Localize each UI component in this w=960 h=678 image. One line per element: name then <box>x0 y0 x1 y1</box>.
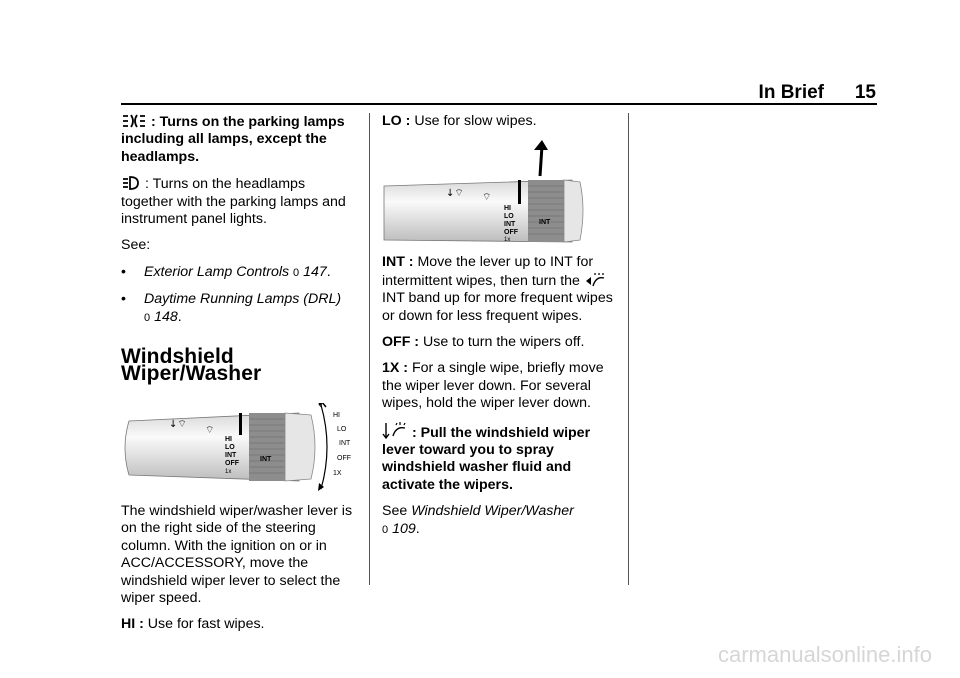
lo-paragraph <box>382 113 618 130</box>
position-int-label: INT <box>339 439 351 447</box>
section-heading: Windshield Wiper/Washer <box>121 345 262 386</box>
band-lo-label: LO <box>225 443 235 451</box>
band-1x-label: 1x <box>225 468 232 475</box>
bullet-exterior-lamp-controls <box>121 264 357 282</box>
see-prefix: See <box>382 503 412 520</box>
off-label: OFF : <box>382 334 420 351</box>
band-int-label: INT <box>504 221 516 229</box>
headlamps-paragraph <box>121 175 357 228</box>
ring-int-label: INT <box>539 219 551 227</box>
lo-label: LO : <box>382 113 411 129</box>
watermark: carmanualsonline.info <box>717 642 932 667</box>
position-off-label: OFF <box>337 454 351 462</box>
page-ref-arrow: 0 <box>144 311 151 324</box>
band-hi-label: HI <box>225 435 232 443</box>
bullet-dot: • <box>121 291 126 308</box>
band-hi-label: HI <box>504 205 511 213</box>
ring-int-label: INT <box>260 455 272 463</box>
lo-text: Use for slow wipes. <box>410 113 537 129</box>
bullet-daytime-running-lamps <box>121 291 357 327</box>
onex-text: For a single wipe, briefly move the wiper lever down. For several wipes, hold the wiper lever down. <box>382 360 604 412</box>
column-1 <box>121 113 357 643</box>
section-title: In Brief <box>758 82 824 103</box>
int-text-b: INT band up for more frequent wipes or down for less frequent wipes. <box>382 290 613 324</box>
onex-paragraph <box>382 360 618 412</box>
column-divider-1 <box>369 113 370 585</box>
svg-text:↓⌔: ↓⌔ <box>446 188 464 200</box>
hi-text: Use for fast wipes. <box>143 616 265 633</box>
see-label: See: <box>121 237 151 254</box>
bullet-title[interactable]: Exterior Lamp Controls <box>144 263 290 280</box>
int-text-a: Move the lever up to INT for intermittent wipes, then turn the <box>382 254 594 289</box>
headlamps-text: : Turns on the headlamps together with the parking lamps and instrument panel lights. <box>121 176 346 228</box>
bullet-dot: • <box>121 263 126 280</box>
washer-icon <box>382 422 408 440</box>
svg-text:⌔: ⌔ <box>205 424 215 436</box>
hi-label: HI : <box>121 616 144 633</box>
intermittent-wiper-icon <box>584 272 606 288</box>
band-off-label: OFF <box>225 459 239 467</box>
see-title[interactable]: Windshield Wiper/Washer <box>411 503 574 520</box>
position-hi-label: HI <box>333 411 340 419</box>
parking-lamps-icon <box>121 113 147 129</box>
page-ref-arrow: 0 <box>382 523 389 536</box>
headlamp-icon <box>121 175 141 191</box>
page-ref[interactable]: 109 <box>392 520 416 537</box>
parking-lamps-paragraph <box>121 113 357 166</box>
bullet-end: . <box>326 263 331 280</box>
see-end: . <box>415 520 420 537</box>
position-lo-label: LO <box>337 425 347 433</box>
wiper-lever-int-figure <box>382 140 588 246</box>
off-text: Use to turn the wipers off. <box>419 334 585 351</box>
parking-lamps-text: : Turns on the parking lamps including all lamps, except the headlamps. <box>121 114 345 165</box>
band-int-label: INT <box>225 451 237 459</box>
off-paragraph <box>382 334 618 351</box>
bullet-title[interactable]: Daytime Running Lamps (DRL) <box>144 291 342 308</box>
see-also-paragraph <box>382 503 618 539</box>
svg-text:↓⌔: ↓⌔ <box>169 418 187 430</box>
washer-paragraph <box>382 422 618 495</box>
position-1x-label: 1X <box>333 469 342 477</box>
band-lo-label: LO <box>504 213 514 221</box>
onex-label: 1X : <box>382 360 409 377</box>
page-ref-arrow: 0 <box>293 266 300 279</box>
svg-text:⌔: ⌔ <box>482 192 492 204</box>
page-number: 15 <box>854 82 876 103</box>
page-ref[interactable]: 148 <box>154 308 178 325</box>
header-rule <box>121 103 877 105</box>
bullet-end: . <box>177 308 182 325</box>
column-2 <box>382 113 618 548</box>
band-1x-label: 1x <box>504 237 511 244</box>
hi-paragraph <box>121 616 357 633</box>
wiper-intro: The windshield wiper/washer lever is on the right side of the steering column. With the ignition on or in ACC/ACCESSORY, move the windshield wiper lever to select the wiper speed. <box>121 502 353 606</box>
int-label: INT : <box>382 254 414 271</box>
page-ref[interactable]: 147 <box>303 263 327 280</box>
wiper-lever-figure <box>121 403 357 495</box>
column-divider-2 <box>628 113 629 585</box>
band-off-label: OFF <box>504 229 518 237</box>
int-paragraph <box>382 254 618 325</box>
washer-text: : Pull the windshield wiper lever toward you to spray windshield washer fluid and activate the wipers. <box>382 424 591 493</box>
